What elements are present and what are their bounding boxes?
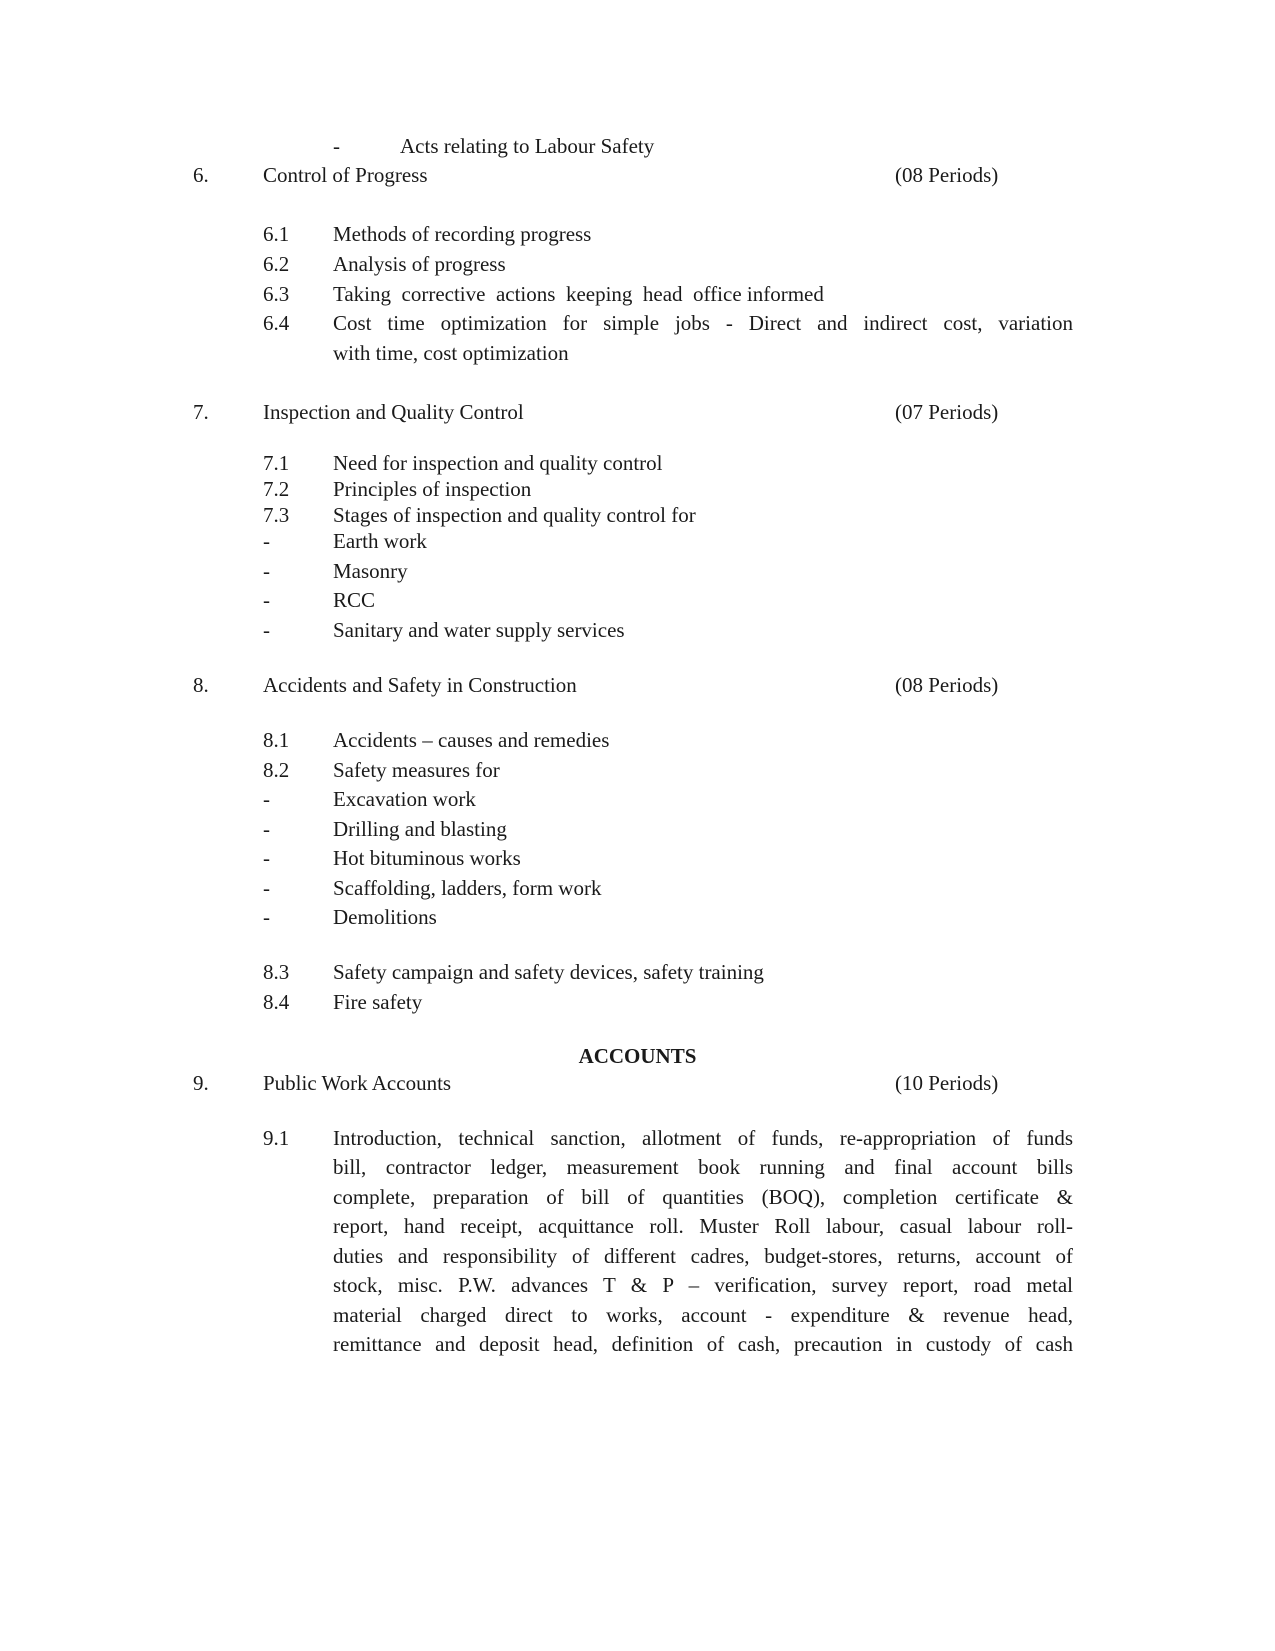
bullet-dash: - <box>263 846 270 870</box>
bullet-dash: - <box>263 588 270 612</box>
chapter-title: Inspection and Quality Control <box>263 400 524 424</box>
chapter-number: 8. <box>193 673 209 697</box>
sub-number: 7.2 <box>263 477 290 501</box>
sub-number: 9.1 <box>263 1126 290 1150</box>
paragraph-line: remittance and deposit head, definition of cash, precaution in custody of cash <box>333 1332 1073 1356</box>
sub-text: Fire safety <box>333 990 423 1014</box>
bullet-text: Demolitions <box>333 905 437 929</box>
bullet-text: Excavation work <box>333 787 476 811</box>
bullet-text: Hot bituminous works <box>333 846 521 870</box>
bullet-dash: - <box>263 817 270 841</box>
sub-text: Need for inspection and quality control <box>333 451 663 475</box>
sub-number: 6.1 <box>263 222 290 246</box>
bullet-text: RCC <box>333 588 376 612</box>
bullet-text: Sanitary and water supply services <box>333 618 625 642</box>
sub-number: 7.1 <box>263 451 290 475</box>
bullet-text: Earth work <box>333 529 427 553</box>
chapter-number: 9. <box>193 1071 209 1095</box>
sub-number: 8.2 <box>263 758 290 782</box>
sub-number: 8.1 <box>263 728 290 752</box>
chapter-periods: (08 Periods) <box>895 673 999 697</box>
chapter-title: Control of Progress <box>263 163 428 187</box>
sub-text: Methods of recording progress <box>333 222 592 246</box>
sub-text: Safety campaign and safety devices, safety training <box>333 960 764 984</box>
sub-number: 8.4 <box>263 990 290 1014</box>
bullet-dash: - <box>263 905 270 929</box>
sub-text-line: Cost time optimization for simple jobs - Direct and indirect cost, variation <box>333 311 1073 335</box>
sub-number: 8.3 <box>263 960 290 984</box>
bullet-text: Scaffolding, ladders, form work <box>333 876 602 900</box>
sub-text: Stages of inspection and quality control for <box>333 503 696 527</box>
sub-text: Taking corrective actions keeping head office informed <box>333 282 824 306</box>
sub-text: Accidents – causes and remedies <box>333 728 610 752</box>
paragraph-line: complete, preparation of bill of quantities (BOQ), completion certificate & <box>333 1185 1073 1209</box>
bullet-text: Masonry <box>333 559 408 583</box>
chapter-title: Accidents and Safety in Construction <box>263 673 577 697</box>
chapter-periods: (07 Periods) <box>895 400 999 424</box>
paragraph-line: material charged direct to works, account - expenditure & revenue head, <box>333 1303 1073 1327</box>
chapter-number: 7. <box>193 400 209 424</box>
sub-text-line: with time, cost optimization <box>333 341 569 365</box>
paragraph-line: bill, contractor ledger, measurement book running and final account bills <box>333 1155 1073 1179</box>
bullet-dash: - <box>333 134 340 158</box>
chapter-number: 6. <box>193 163 209 187</box>
bullet-dash: - <box>263 876 270 900</box>
bullet-dash: - <box>263 787 270 811</box>
paragraph-line: report, hand receipt, acquittance roll. Muster Roll labour, casual labour roll- <box>333 1214 1073 1238</box>
sub-text: Safety measures for <box>333 758 500 782</box>
sub-number: 6.2 <box>263 252 290 276</box>
bullet-dash: - <box>263 618 270 642</box>
sub-number: 7.3 <box>263 503 290 527</box>
paragraph-line: Introduction, technical sanction, allotment of funds, re-appropriation of funds <box>333 1126 1073 1150</box>
sub-number: 6.4 <box>263 311 290 335</box>
sub-text: Analysis of progress <box>333 252 506 276</box>
chapter-title: Public Work Accounts <box>263 1071 452 1095</box>
chapter-periods: (10 Periods) <box>895 1071 999 1095</box>
sub-text: Principles of inspection <box>333 477 532 501</box>
bullet-text: Drilling and blasting <box>333 817 507 841</box>
chapter-periods: (08 Periods) <box>895 163 999 187</box>
sub-number: 6.3 <box>263 282 290 306</box>
accounts-heading: ACCOUNTS <box>578 1044 697 1068</box>
paragraph-line: stock, misc. P.W. advances T & P – verification, survey report, road metal <box>333 1273 1073 1297</box>
bullet-text: Acts relating to Labour Safety <box>400 134 655 158</box>
paragraph-line: duties and responsibility of different cadres, budget-stores, returns, account of <box>333 1244 1073 1268</box>
bullet-dash: - <box>263 559 270 583</box>
bullet-dash: - <box>263 529 270 553</box>
